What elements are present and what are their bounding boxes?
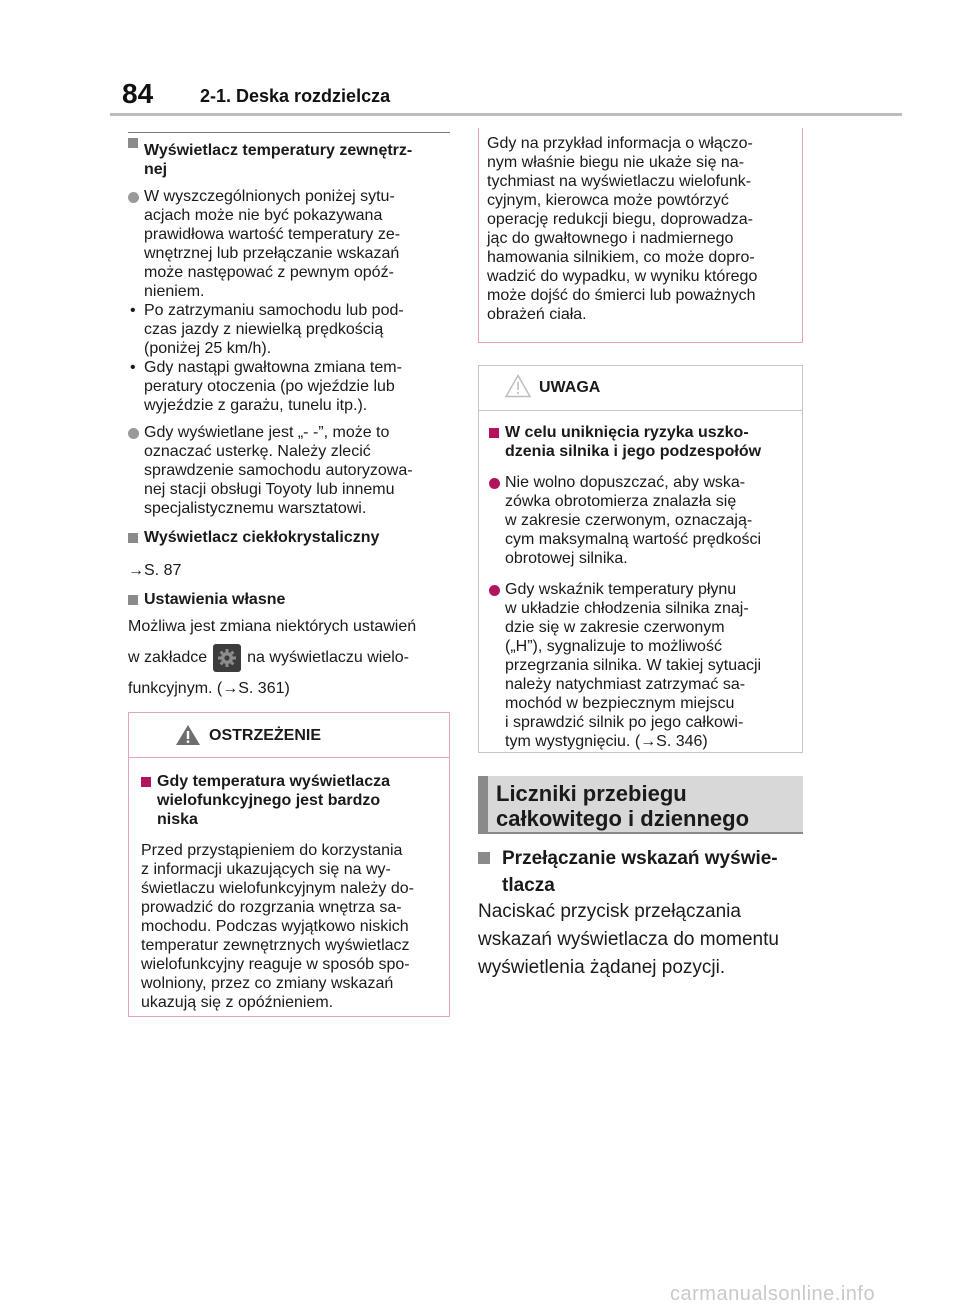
warning-body (129, 758, 449, 1012)
paragraph-line: funkcyjnym. (→S. 361) (128, 680, 290, 697)
page-reference-link[interactable]: →S. 87 (128, 562, 182, 579)
page-header (0, 0, 960, 120)
notice-label: UWAGA (539, 379, 601, 396)
square-bullet-icon (478, 852, 490, 864)
notice-title-text: W celu uniknięcia ryzyka uszko- dzenia silnika i jego podzespołów (505, 424, 762, 460)
square-bullet-icon (128, 595, 138, 605)
dot-item (128, 423, 450, 518)
warning-header (129, 713, 449, 758)
heading-lcd (128, 528, 450, 547)
bullet-item-text: Gdy nastąpi gwałtowna zmiana tem- peratury otoczenia (po wjeździe lub wyjeździe z garażu, tunelu itp.). (144, 359, 402, 414)
dot-item (128, 187, 450, 301)
heading-custom-settings (128, 590, 450, 609)
paragraph-text: w zakładce (128, 649, 208, 666)
page-number: 84 (122, 78, 154, 109)
warning-triangle-icon (175, 724, 201, 746)
heading-text: Wyświetlacz ciekłokrystaliczny (144, 529, 380, 546)
circle-bullet-icon (128, 192, 139, 203)
square-bullet-icon (128, 533, 138, 543)
dot-item-text: Nie wolno dopuszczać, aby wska- zówka obrotomierza znalazła się w zakresie czerwonym, oznaczają- cym maksymalną wartość prędkości obrotowej silnika. (505, 474, 762, 567)
dot-item-text: Gdy wyświetlane jest „- -”, może to oznaczać usterkę. Należy zlecić sprawdzenie samochodu autoryzowa- nej stacji obsługi Toyoty lub innemu specjalistycznemu warsztatowi. (144, 424, 413, 517)
circle-bullet-icon (489, 478, 500, 489)
bullet-glyph-icon: • (130, 302, 136, 319)
bullet-item-text: Po zatrzymaniu samochodu lub pod- czas jazdy z niewielką prędkością (poniżej 25 km/h). (144, 302, 404, 357)
heading-text: Przełączanie wskazań wyświe- tlacza (502, 848, 778, 896)
watermark: carmanualsonline.info (670, 1283, 876, 1305)
body-paragraph: Naciskać przycisk przełączania wskazań wyświetlacza do momentu wyświetlenia żądanej pozycji. (478, 901, 779, 978)
square-bullet-icon (489, 428, 499, 438)
circle-bullet-icon (489, 585, 500, 596)
paragraph-text: na wyświetlaczu wielo- (247, 649, 409, 666)
bullet-glyph-icon: • (130, 359, 136, 376)
section-title: 2-1. Deska rozdzielcza (200, 86, 391, 106)
gear-icon (213, 644, 241, 672)
paragraph-line: Możliwa jest zmiana niektórych ustawień (128, 618, 417, 635)
notice-header (479, 366, 802, 411)
bullet-item (128, 358, 450, 415)
circle-bullet-icon (128, 428, 139, 439)
warning-continuation-box (478, 128, 803, 343)
section-heading-line: Liczniki przebiegu (496, 781, 687, 806)
heading-outside-temperature (128, 132, 450, 179)
heading-text: Wyświetlacz temperatury zewnętrz- nej (144, 142, 413, 178)
dot-item (489, 473, 794, 568)
dot-item (489, 580, 794, 751)
warning-label: OSTRZEŻENIE (209, 727, 322, 744)
left-column (128, 132, 450, 703)
section-heading-line: całkowitego i dziennego (496, 806, 750, 831)
paragraph-line-with-icon (128, 641, 450, 675)
heading-text: Ustawienia własne (144, 591, 286, 608)
continuation-text: Gdy na przykład informacja o włączo- nym właśnie biegu nie ukaże się na- tychmiast na wyświetlaczu wielofunk- cyjnym, kierowca może powtórzyć operację redukcji biegu, doprowadza- jąc do gwałtownego i nadmiernego hamowania silnikiem, co może dopro- wadzić do wypadku, w wyniku którego może dojść do śmierci lub poważnych obrażeń ciała. (487, 135, 758, 323)
warning-text: Przed przystąpieniem do korzystania z informacji ukazujących się na wy- świetlaczu wielofunkcyjnym należy do- prowadzić do rozgrzania wnętrza sa- mochodu. Podczas wyjątkowo niskich temperatur zewnętrznych wyświetlacz wielofunkcyjny reaguje w sposób spo- wolniony, przez co zmiany wskazań ukazują się z opóźnieniem. (141, 842, 414, 1011)
square-bullet-icon (141, 777, 151, 787)
dot-item-text: W wyszczególnionych poniżej sytu- acjach może nie być pokazywana prawidłowa wartość temperatury ze- wnętrznej lub przełączanie wskazań może następować z pewnym opóź- nieniem. (144, 188, 401, 300)
dot-item-text: Gdy wskaźnik temperatury płynu w układzie chłodzenia silnika znaj- dzie się w zakresie czerwonym („H”), sygnalizuje to możliwość przegrzania silnika. W takiej sytuacji należy natychmiast zatrzymać sa- mochód w bezpiecznym miejscu i sprawdzić silnik po jego całkowi- tym wystygnięciu. (→S. 346) (505, 581, 762, 750)
section-heading-odometer (478, 776, 803, 834)
header-divider (110, 113, 902, 116)
warning-title (141, 772, 439, 829)
heading-display-switch (478, 845, 808, 899)
warning-box (128, 712, 450, 1017)
warning-title-text: Gdy temperatura wyświetlacza wielofunkcyjnego jest bardzo niska (157, 773, 390, 828)
notice-title (489, 423, 794, 461)
bullet-item (128, 301, 450, 358)
caution-triangle-icon (505, 374, 531, 398)
notice-box (478, 365, 803, 753)
notice-body (479, 411, 802, 751)
square-bullet-icon (128, 138, 138, 148)
